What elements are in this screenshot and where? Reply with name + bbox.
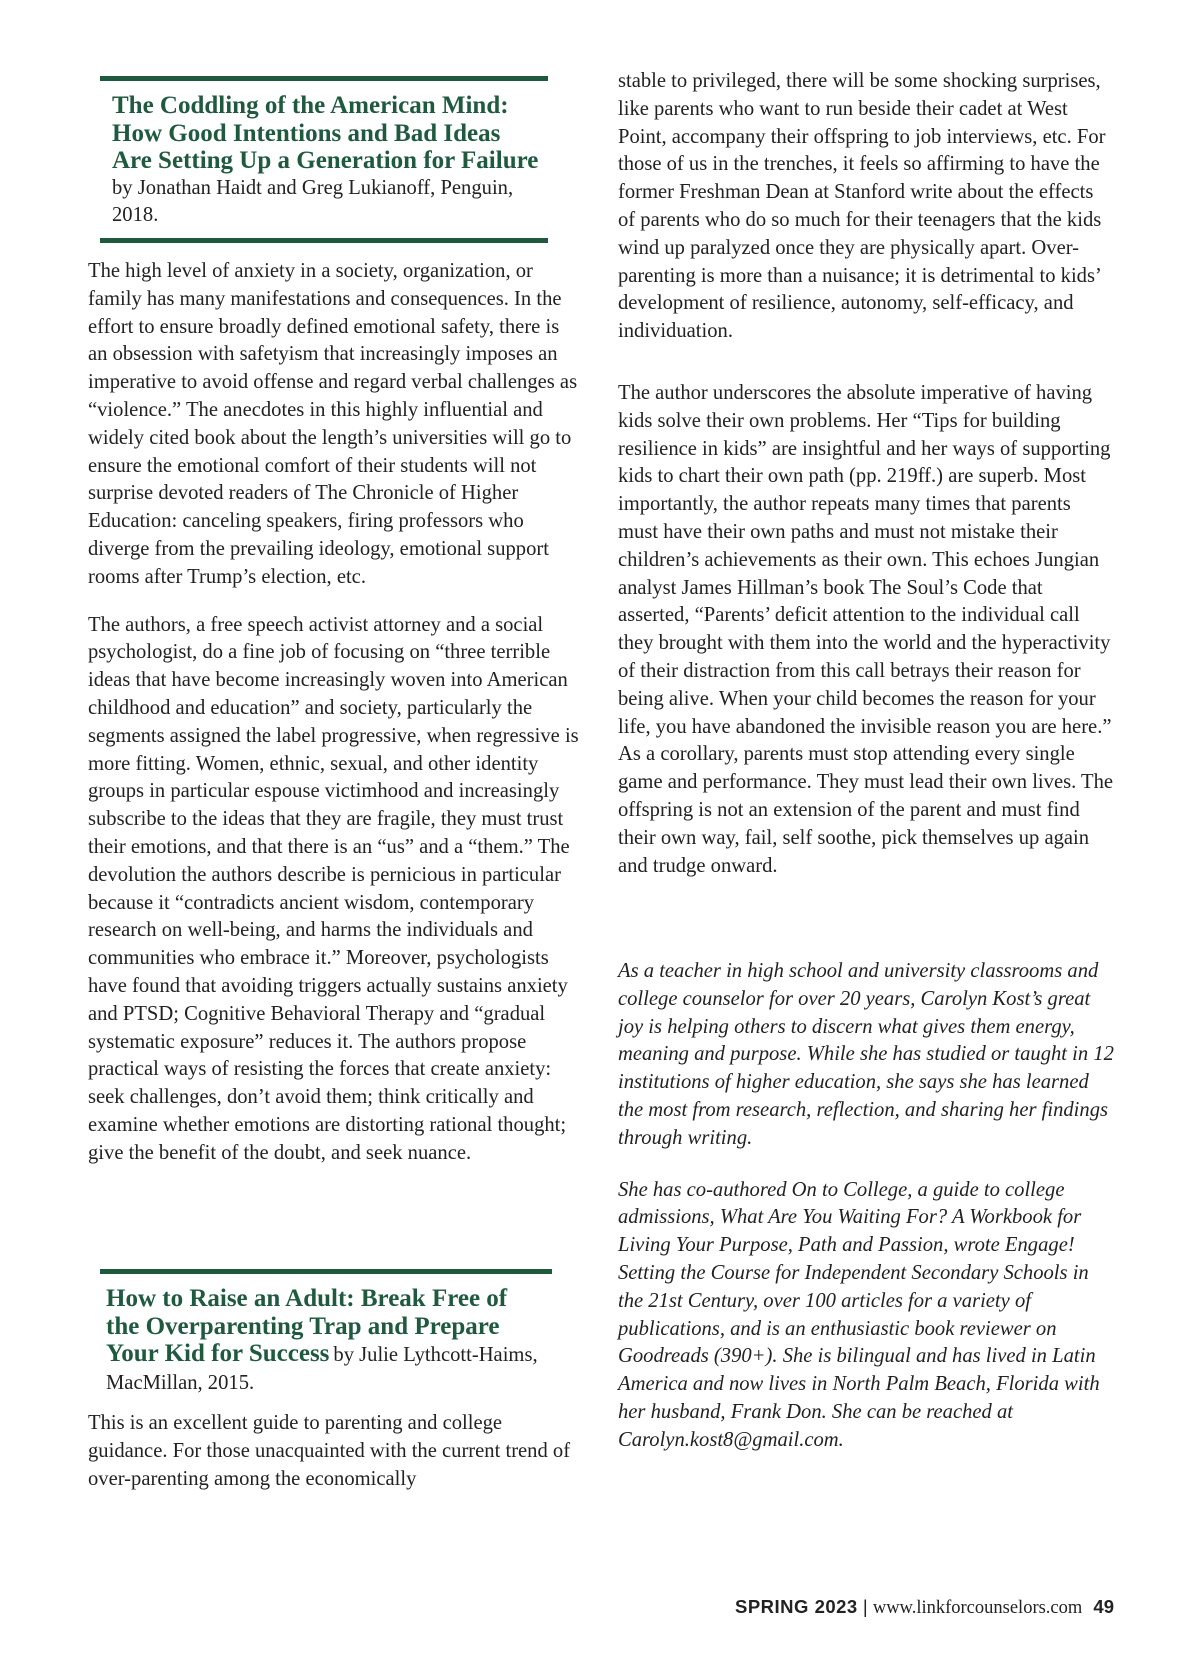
book1-title: The Coddling of the American Mind: How Good Intentions and Bad Ideas Are Setting Up a Generation for Failure	[112, 92, 539, 174]
footer-separator: |	[862, 1596, 868, 1617]
book1-byline: by Jonathan Haidt and Greg Lukianoff, Penguin, 2018.	[112, 176, 514, 227]
page-number: 49	[1093, 1596, 1114, 1617]
book1-bottom-rule	[100, 238, 548, 243]
book1-review	[88, 258, 580, 1168]
book2-review-continued	[618, 68, 1114, 880]
book1-heading-box	[100, 76, 548, 243]
book2-title: How to Raise an Adult: Break Free of the Overparenting Trap and Prepare Your Kid for Success	[106, 1285, 508, 1367]
review1-paragraph-2: The authors, a free speech activist attorney and a social psychologist, do a fine job of focusing on “three terrible ideas that have become increasingly woven into American childhood and education” and society, particularly the segments assigned the label progressive, when regressive is more fitting. Women, ethnic, sexual, and other identity groups in particular espouse victimhood and increasingly subscribe to the ideas that they are fragile, they must trust their emotions, and that there is an “us” and a “them.” The devolution the authors describe is pernicious in particular because it “contradicts ancient wisdom, contemporary research on well-being, and harms the individuals and communities who embrace it.” Moreover, psychologists have found that avoiding triggers actually sustains anxiety and PTSD; Cognitive Behavioral Therapy and “gradual systematic exposure” reduces it. The authors propose practical ways of resisting the forces that create anxiety: seek challenges, don’t avoid them; think critically and examine whether emotions are distorting rational thought; give the benefit of the doubt, and seek nuance.	[88, 613, 579, 1164]
bio-paragraph-2: She has co-authored On to College, a guide to college admissions, What Are You Waiting For? A Workbook for Living Your Purpose, Path and Passion, wrote Engage! Setting the Course for Independent Secondary Schools in the 21st Century, over 100 articles for a variety of publications, and is an enthusiastic book reviewer on Goodreads (390+). She is bilingual and has lived in Latin America and now lives in North Palm Beach, Florida with her husband, Frank Don. She can be reached at Carolyn.kost8@gmail.com.	[618, 1178, 1100, 1451]
book2-heading	[100, 1274, 552, 1398]
book1-heading	[100, 81, 548, 230]
book2-review-start	[88, 1410, 580, 1493]
footer-issue: SPRING 2023	[735, 1596, 858, 1617]
review2-paragraph-3: The author underscores the absolute imperative of having kids solve their own problems. Her “Tips for building resilience in kids” are insightful and her ways of supporting kids to chart their own path (pp. 219ff.) are superb. Most importantly, the author repeats many times that parents must have their own paths and must not mistake their children’s achievements as their own. This echoes Jungian analyst James Hillman’s book The Soul’s Code that asserted, “Parents’ deficit attention to the individual call they brought with them into the world and the hyperactivity of their distraction from this call betrays their reason for being alive. When your child becomes the reason for your life, you have abandoned the invisible reason you are here.” As a corollary, parents must stop attending every single game and performance. They must lead their own lives. The offspring is not an extension of the parent and must find their own way, fail, self soothe, pick themselves up again and trudge onward.	[618, 381, 1114, 877]
review2-paragraph-1: This is an excellent guide to parenting and college guidance. For those unacquainted with the current trend of over-parenting among the economically	[88, 1412, 571, 1490]
footer-website-link[interactable]: www.linkforcounselors.com	[872, 1598, 1083, 1618]
book2-heading-box	[100, 1269, 552, 1398]
author-bio	[618, 958, 1114, 1455]
review2-paragraph-2: stable to privileged, there will be some shocking surprises, like parents who want to run beside their cadet at West Point, accompany their offspring to job interviews, etc. For those of us in the trenches, it feels so affirming to have the former Freshman Dean at Stanford write about the effects of parents who do so much for their teenagers that the kids wind up paralyzed once they are physically apart. Over-parenting is more than a nuisance; it is detrimental to kids’ development of resilience, autonomy, self-efficacy, and individuation.	[618, 70, 1106, 343]
book2-byline: by Julie Lythcott-Haims, MacMillan, 2015.	[106, 1344, 538, 1394]
bio-paragraph-1: As a teacher in high school and university classrooms and college counselor for over 20 years, Carolyn Kost’s great joy is helping others to discern what gives them energy, meaning and purpose. While she has studied or taught in 12 institutions of higher education, she says she has learned the most from research, reflection, and sharing her findings through writing.	[618, 960, 1114, 1149]
review1-paragraph-1: The high level of anxiety in a society, organization, or family has many manifestations and consequences. In the effort to ensure broadly defined emotional safety, there is an obsession with safetyism that increasingly imposes an imperative to avoid offense and regard verbal challenges as “violence.” The anecdotes in this highly influential and widely cited book about the length’s universities will go to ensure the emotional comfort of their students will not surprise devoted readers of The Chronicle of Higher Education: canceling speakers, firing professors who diverge from the prevailing ideology, emotional support rooms after Trump’s election, etc.	[88, 260, 578, 588]
page-footer	[618, 1596, 1114, 1619]
